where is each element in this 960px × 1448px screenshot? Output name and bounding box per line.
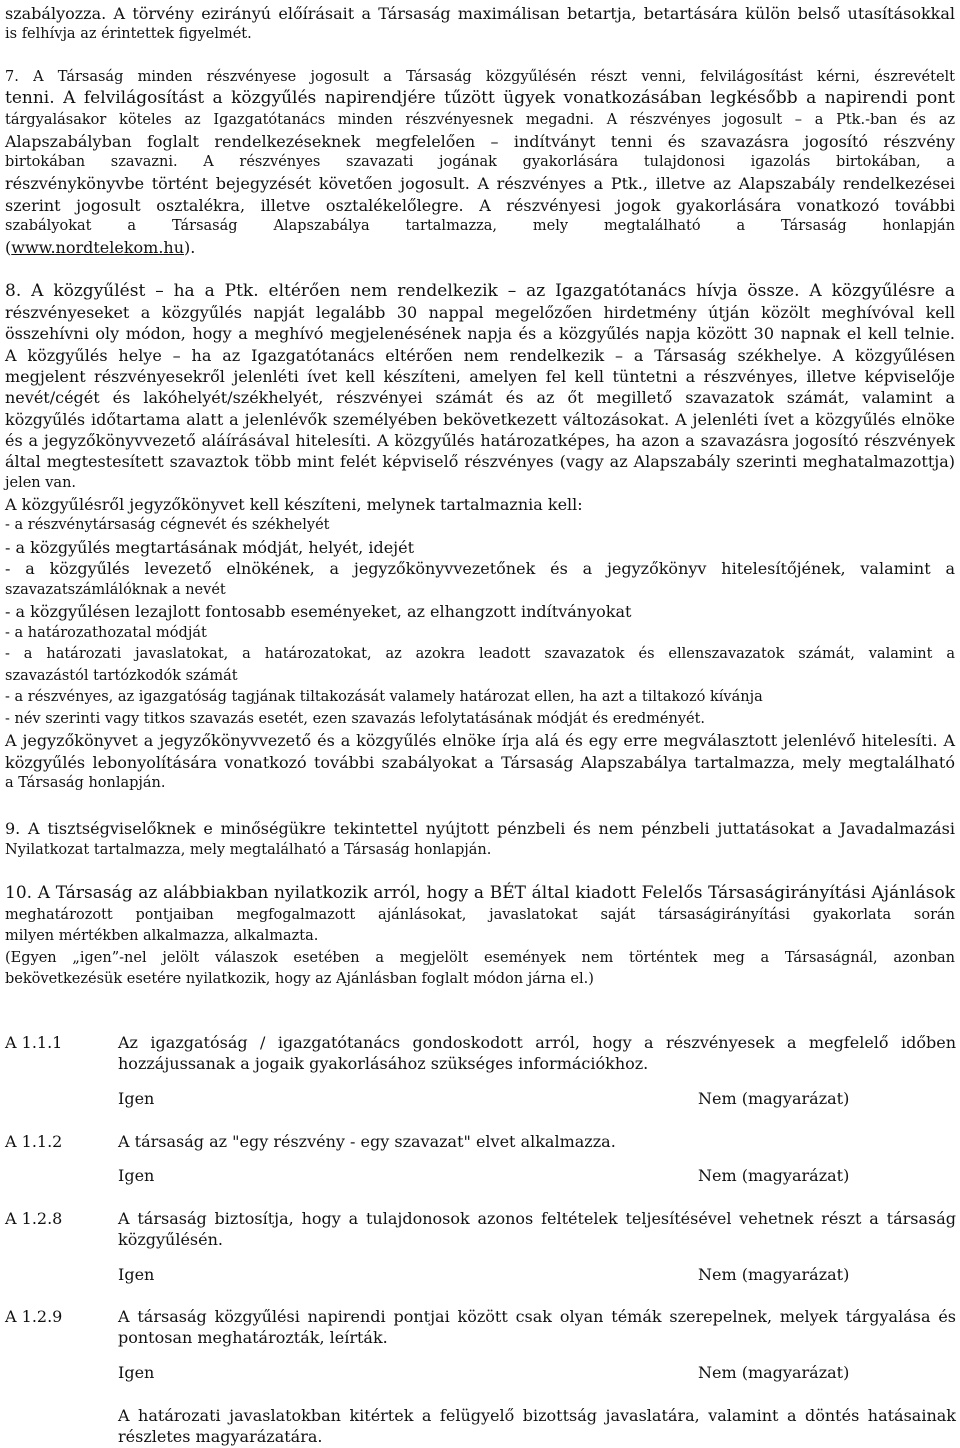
section-10-line: 10. A Társaság az alábbiakban nyilatkozik arról, hogy a BÉT által kiadott Felelős Társaságirányítási Ajánlások (5, 883, 955, 903)
section-7-line: részvénykönyvbe történt bejegyzését követően jogosult. A részvényes a Ptk., illetve az Alapszabály rendelkezései (5, 174, 955, 193)
section-8-line: megjelent részvényesekről jelenléti ívet kell készíteni, amelyen fel kell tüntetni a részvényes, illetve képviselője (5, 367, 955, 386)
closing-text: A határozati javaslatokban kitértek a felügyelő bizottság javaslatára, valamint a döntés hatásainak (118, 1406, 956, 1425)
section-8-line: A közgyűlés helye – ha az Igazgatótanács eltérően nem rendelkezik – a Társaság székhelye. A közgyűlésen (5, 346, 955, 365)
item-text: közgyűlésén. (118, 1230, 223, 1249)
section-10-line: (Egyen „igen”-nel jelölt válaszok esetében a megjelölt események nem történtek meg a Társaságnál, azonban (5, 950, 955, 966)
section-8-line: és a jegyzőkönyvvezető aláírásával hitelesíti. A közgyűlés határozatképes, ha azon a szavazásra jogosító részvények (5, 431, 955, 450)
item-code: A 1.1.2 (5, 1132, 63, 1151)
minutes-list-item: - a közgyűlés megtartásának módját, helyét, idejét (5, 538, 415, 557)
section-8-line: 8. A közgyűlést – ha a Ptk. eltérően nem rendelkezik – az Igazgatótanács hívja össze. A közgyűlésre a (5, 281, 955, 301)
section-10-line: bekövetkezésük esetére nyilatkozik, hogy az Ajánlásban foglalt módon járna el.) (5, 971, 594, 987)
option-no[interactable]: Nem (magyarázat) (698, 1265, 850, 1284)
item-text: hozzájussanak a jogaik gyakorlásához szükséges információkhoz. (118, 1054, 649, 1073)
option-yes[interactable]: Igen (118, 1363, 155, 1382)
section-7-line: (www.nordtelekom.hu). (5, 238, 196, 257)
section-7-line: szabályokat a Társaság Alapszabálya tartalmazza, mely megtalálható a Társaság honlapján (5, 218, 955, 234)
section-7-line: tárgyalásakor köteles az Igazgatótanács minden részvényesnek megadni. A részvényes jogosult – a Ptk.-ban és az (5, 112, 955, 128)
section-9-line: Nyilatkozat tartalmazza, mely megtalálható a Társaság honlapján. (5, 842, 492, 858)
section-8-line: összehívni oly módon, hogy a meghívó megjelenésének napja és a közgyűlés napja között 30 napnak el kell telnie. (5, 324, 955, 343)
option-yes[interactable]: Igen (118, 1089, 155, 1108)
section-7-line: szerint jogosult osztalékra, illetve osztalékelőlegre. A részvényesi jogok gyakorlására vonatkozó további (5, 196, 955, 215)
section-8-line: jelen van. (5, 475, 77, 491)
item-text: pontosan meghatározták, leírták. (118, 1328, 388, 1347)
option-no[interactable]: Nem (magyarázat) (698, 1089, 850, 1108)
minutes-list-item: - a részvényes, az igazgatóság tagjának tiltakozását valamely határozat ellen, ha azt a tiltakozó kívánja (5, 689, 763, 705)
item-code: A 1.2.9 (5, 1307, 63, 1326)
option-yes[interactable]: Igen (118, 1265, 155, 1284)
minutes-heading: A közgyűlésről jegyzőkönyvet kell készíteni, melynek tartalmaznia kell: (5, 495, 583, 514)
section-10-line: meghatározott pontjaiban megfogalmazott ajánlásokat, javaslatokat saját társaságirányítási gyakorlata során (5, 907, 955, 923)
section-8-line: közgyűlés időtartama alatt a jelenlévők személyében bekövetkezett változásokat. A jelenléti ívet a közgyűlés elnöke (5, 410, 955, 429)
option-no[interactable]: Nem (magyarázat) (698, 1166, 850, 1185)
item-code: A 1.2.8 (5, 1209, 63, 1228)
item-text: A társaság közgyűlési napirendi pontjai között csak olyan témák szerepelnek, melyek tárgyalása és (118, 1307, 956, 1326)
text-line: is felhívja az érintettek figyelmét. (5, 26, 252, 42)
minutes-list-item: - a közgyűlés levezető elnökének, a jegyzőkönyvvezetőnek és a jegyzőkönyv hitelesítőjének, valamint a (5, 559, 955, 578)
item-text: Az igazgatóság / igazgatótanács gondoskodott arról, hogy a részvényesek a megfelelő időben (118, 1033, 956, 1052)
text-line: szabályozza. A törvény ezirányú előírásait a Társaság maximálisan betartja, betartására külön belső utasításokkal (5, 4, 955, 23)
minutes-list-item: szavazatszámlálóknak a nevét (5, 582, 226, 598)
minutes-list-item: - név szerinti vagy titkos szavazás esetét, ezen szavazás lefolytatásának módját és eredményét. (5, 711, 706, 727)
section-8-line: által megtestesített szavaztok több mint felét képviselő részvényes (vagy az Alapszabály szerinti meghatalmazottja) (5, 452, 955, 471)
section-8-line: közgyűlés lebonyolítására vonatkozó további szabályokat a Társaság Alapszabálya tartalmazza, mely megtalálható (5, 753, 955, 772)
option-yes[interactable]: Igen (118, 1166, 155, 1185)
section-8-line: részvényeseket a közgyűlés napját legalább 30 nappal megelőzően hirdetmény útján közölt meghívóval kell (5, 303, 955, 322)
section-7-line: 7. A Társaság minden részvényese jogosult a Társaság közgyűlésén részt venni, felvilágosítást kérni, észrevételt (5, 69, 955, 85)
section-9-line: 9. A tisztségviselőknek e minőségükre tekintettel nyújtott pénzbeli és nem pénzbeli juttatásokat a Javadalmazási (5, 819, 955, 838)
minutes-list-item: - a részvénytársaság cégnevét és székhelyét (5, 517, 330, 533)
section-7-line: birtokában szavazni. A részvényes szavazati jogának gyakorlására tulajdonosi igazolás birtokában, a (5, 154, 955, 170)
closing-text: részletes magyarázatára. (118, 1427, 323, 1446)
minutes-list-item: - a határozathozatal módját (5, 625, 207, 641)
item-text: A társaság az "egy részvény - egy szavazat" elvet alkalmazza. (118, 1132, 616, 1151)
section-7-line: Alapszabályban foglalt rendelkezéseknek megfelelően – indítványt tenni és szavazásra jogosító részvény (5, 132, 955, 151)
item-text: A társaság biztosítja, hogy a tulajdonosok azonos feltételek teljesítésével vehetnek részt a társaság (118, 1209, 956, 1228)
section-8-line: nevét/cégét és lakóhelyét/székhelyét, részvényei számát és az őt megillető szavazatok számát, valamint a (5, 388, 955, 407)
section-10-line: milyen mértékben alkalmazza, alkalmazta. (5, 928, 319, 944)
minutes-list-item: - a közgyűlésen lezajlott fontosabb eseményeket, az elhangzott indítványokat (5, 602, 632, 621)
website-link[interactable]: www.nordtelekom.hu (11, 238, 185, 257)
section-7-line: tenni. A felvilágosítást a közgyűlés napirendjére tűzött ügyek vonatkozásában legkésőbb a napirendi pont (5, 88, 955, 108)
section-8-line: a Társaság honlapján. (5, 775, 166, 791)
minutes-list-item: - a határozati javaslatokat, a határozatokat, az azokra leadott szavazatok és ellenszavazatok számát, valamint a (5, 646, 955, 662)
option-no[interactable]: Nem (magyarázat) (698, 1363, 850, 1382)
section-8-line: A jegyzőkönyvet a jegyzőkönyvvezető és a közgyűlés elnöke írja alá és egy erre megválasztott jelenlévő hitelesíti. A (5, 731, 955, 750)
item-code: A 1.1.1 (5, 1033, 63, 1052)
minutes-list-item: szavazástól tartózkodók számát (5, 668, 238, 684)
